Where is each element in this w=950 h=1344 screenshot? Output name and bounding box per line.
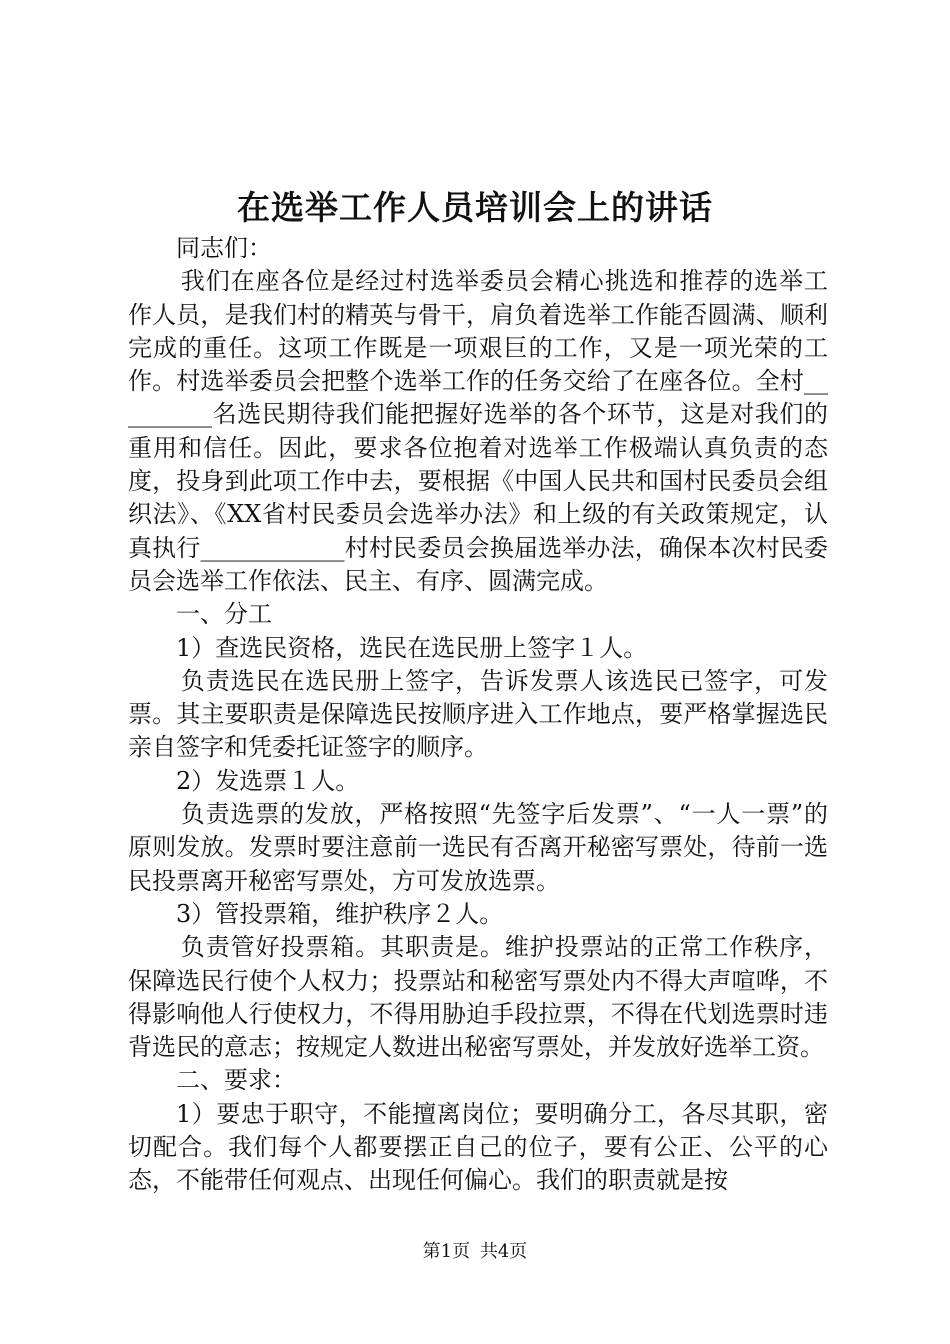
- list-item-voter-check: 1）查选民资格，选民在选民册上签字１人。: [176, 633, 648, 662]
- list-item-ballot-issue: 2）发选票１人。: [176, 766, 360, 795]
- paragraph-ballot-issue: 负责选票的发放，严格按照“先签字后发票”、“一人一票”的原则发放。发票时要注意前一选民有否离开秘密写票处，待前一选民投票离开秘密写票处，方可发放选票。: [128, 800, 828, 895]
- page-number: 第1页: [422, 1241, 471, 1262]
- paragraph-requirement-1: 1）要忠于职守，不能擅离岗位；要明确分工，各尽其职，密切配合。我们每个人都要摆正自己的位子，要有公正、公平的心态，不能带任何观点、出现任何偏心。我们的职责就是按: [128, 1099, 828, 1195]
- document-title: 在选举工作人员培训会上的讲话: [237, 188, 713, 227]
- list-item-ballot-box: 3）管投票箱，维护秩序２人。: [176, 899, 504, 928]
- section-heading-division: 一、分工: [176, 600, 272, 629]
- page-footer: [0, 1240, 950, 1264]
- paragraph-intro: 我们在座各位是经过村选举委员会精心挑选和推荐的选举工作人员，是我们村的精英与骨干，肩负着选举工作能否圆满、顺利完成的重任。这项工作既是一项艰巨的工作，又是一项光荣的工作。村选举委员会把整个选举工作的任务交给了在座各位。全村_________名选民期待我们能把握好选举的各个环节，这是对我们的重用和信任。因此，要求各位抱着对选举工作极端认真负责的态度，投身到此项工作中去，要根据《中国人民共和国村民委员会组织法》、《XX省村民委员会选举办法》和上级的有关政策规定，认真执行____________村村民委员会换届选举办法，确保本次村民委员会选举工作依法、民主、有序、圆满完成。: [128, 267, 828, 595]
- paragraph-ballot-box: 负责管好投票箱。其职责是。维护投票站的正常工作秩序，保障选民行使个人权力；投票站和秘密写票处内不得大声喧哗，不得影响他人行使权力，不得用胁迫手段拉票，不得在代划选票时违背选民的意志；按规定人数进出秘密写票处，并发放好选举工资。: [128, 933, 828, 1062]
- salutation: 同志们：: [176, 234, 272, 262]
- section-heading-requirements: 二、要求：: [176, 1066, 296, 1095]
- paragraph-voter-check: 负责选民在选民册上签字，告诉发票人该选民已签字，可发票。其主要职责是保障选民按顺序进入工作地点，要严格掌握选民亲自签字和凭委托证签字的顺序。: [128, 666, 828, 762]
- page-total: 共4页: [479, 1241, 528, 1262]
- document-body: [128, 232, 828, 1198]
